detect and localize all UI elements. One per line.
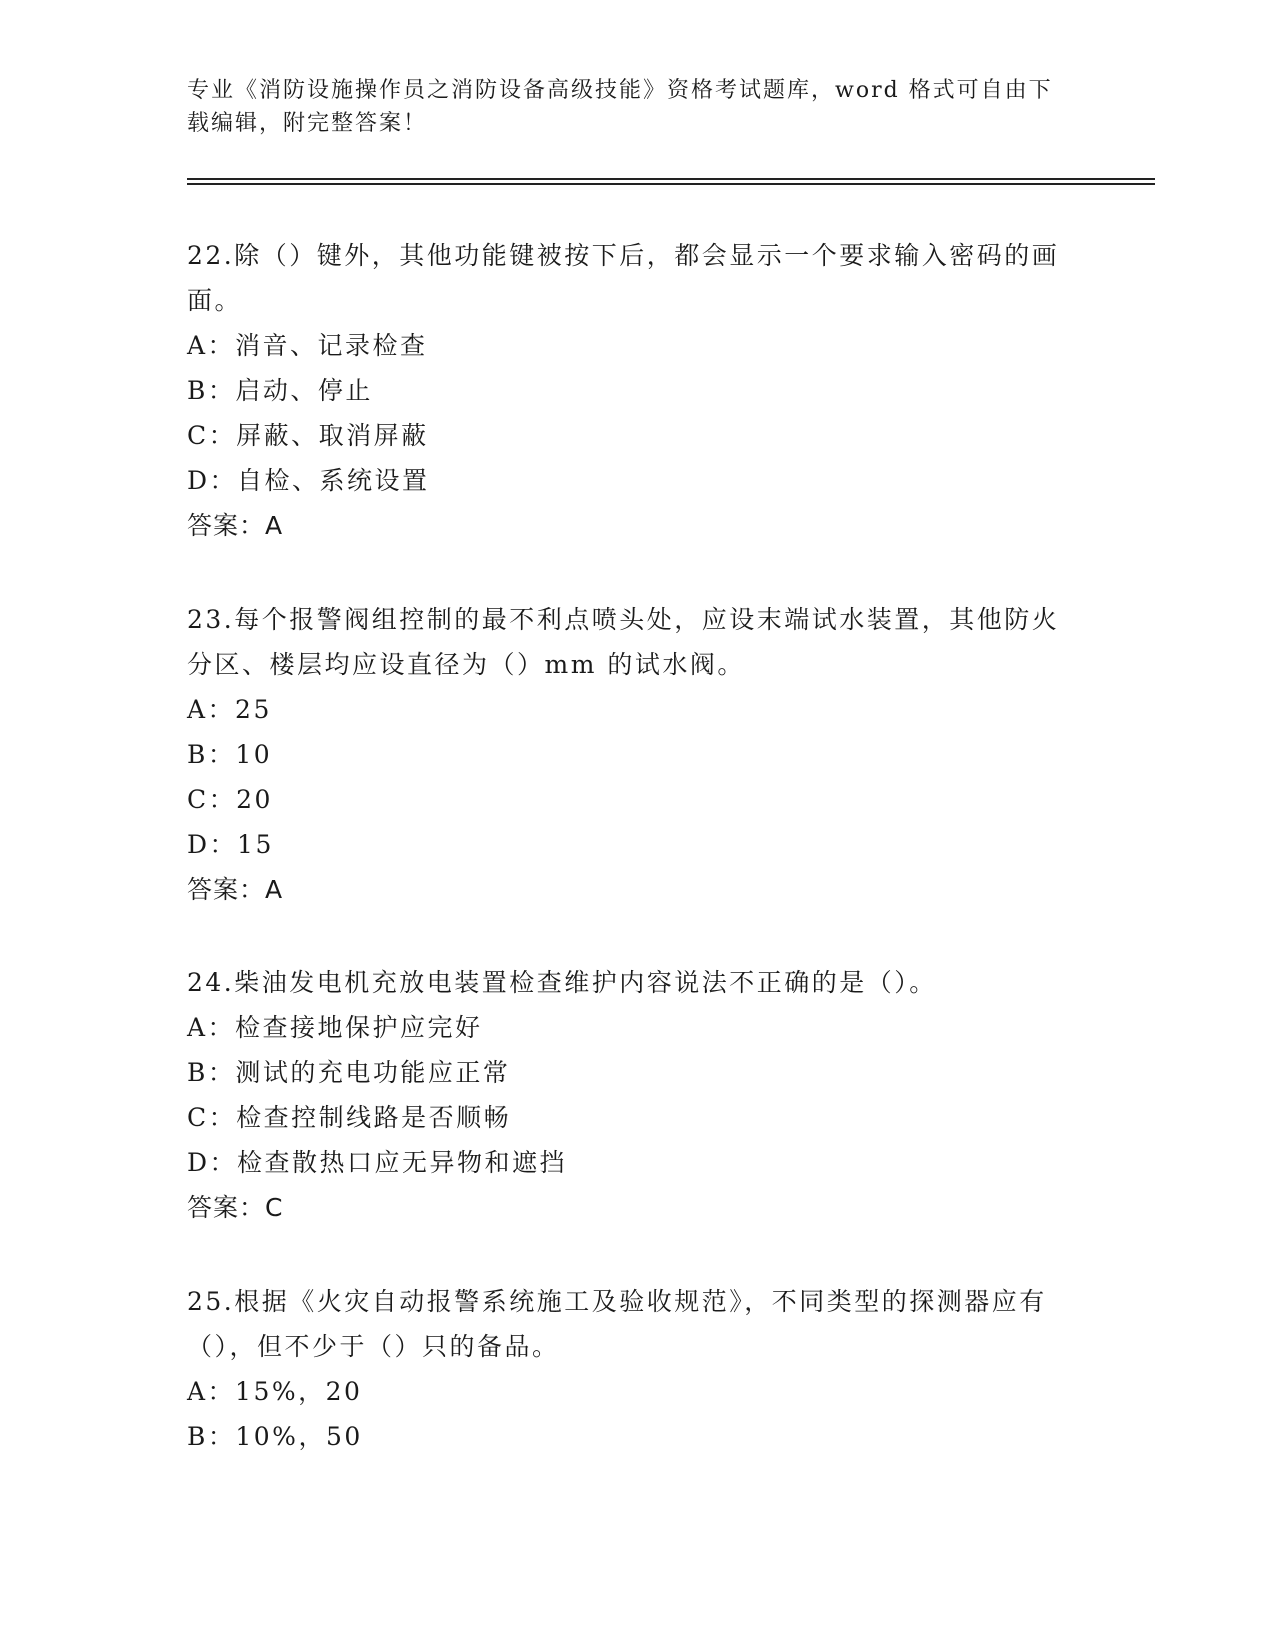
option-b: B：10 <box>187 740 273 769</box>
option-b: B：10%，50 <box>187 1422 363 1451</box>
option-c: C：检查控制线路是否顺畅 <box>187 1103 512 1132</box>
question-answer: 答案：A <box>187 875 284 904</box>
question-answer: 答案：C <box>187 1193 284 1222</box>
header-divider-line-secondary <box>187 183 1155 185</box>
option-d: D：自检、系统设置 <box>187 466 430 495</box>
question-24 <box>187 960 1067 1230</box>
option-c: C：20 <box>187 785 273 814</box>
option-a: A：25 <box>187 695 272 724</box>
question-stem: 22.除（）键外，其他功能键被按下后，都会显示一个要求输入密码的画面。 <box>187 241 1060 315</box>
question-25 <box>187 1279 1067 1459</box>
option-a: A：15%，20 <box>187 1377 363 1406</box>
option-d: D：15 <box>187 830 274 859</box>
question-stem: 24.柴油发电机充放电装置检查维护内容说法不正确的是（）。 <box>187 968 937 997</box>
question-answer: 答案：A <box>187 511 284 540</box>
option-d: D：检查散热口应无异物和遮挡 <box>187 1148 568 1177</box>
header-divider-line <box>187 178 1155 180</box>
option-a: A：消音、记录检查 <box>187 331 428 360</box>
option-b: B：启动、停止 <box>187 376 373 405</box>
option-b: B：测试的充电功能应正常 <box>187 1058 511 1087</box>
question-23 <box>187 597 1067 912</box>
question-22 <box>187 233 1067 548</box>
document-header-intro: 专业《消防设施操作员之消防设备高级技能》资格考试题库，word 格式可自由下载编辑，附完整答案！ <box>187 78 1053 136</box>
question-stem: 25.根据《火灾自动报警系统施工及验收规范》，不同类型的探测器应有（），但不少于（）只的备品。 <box>187 1287 1047 1361</box>
question-stem: 23.每个报警阀组控制的最不利点喷头处，应设末端试水装置，其他防火分区、楼层均应设直径为（）mm 的试水阀。 <box>187 605 1060 679</box>
option-c: C：屏蔽、取消屏蔽 <box>187 421 429 450</box>
option-a: A：检查接地保护应完好 <box>187 1013 483 1042</box>
